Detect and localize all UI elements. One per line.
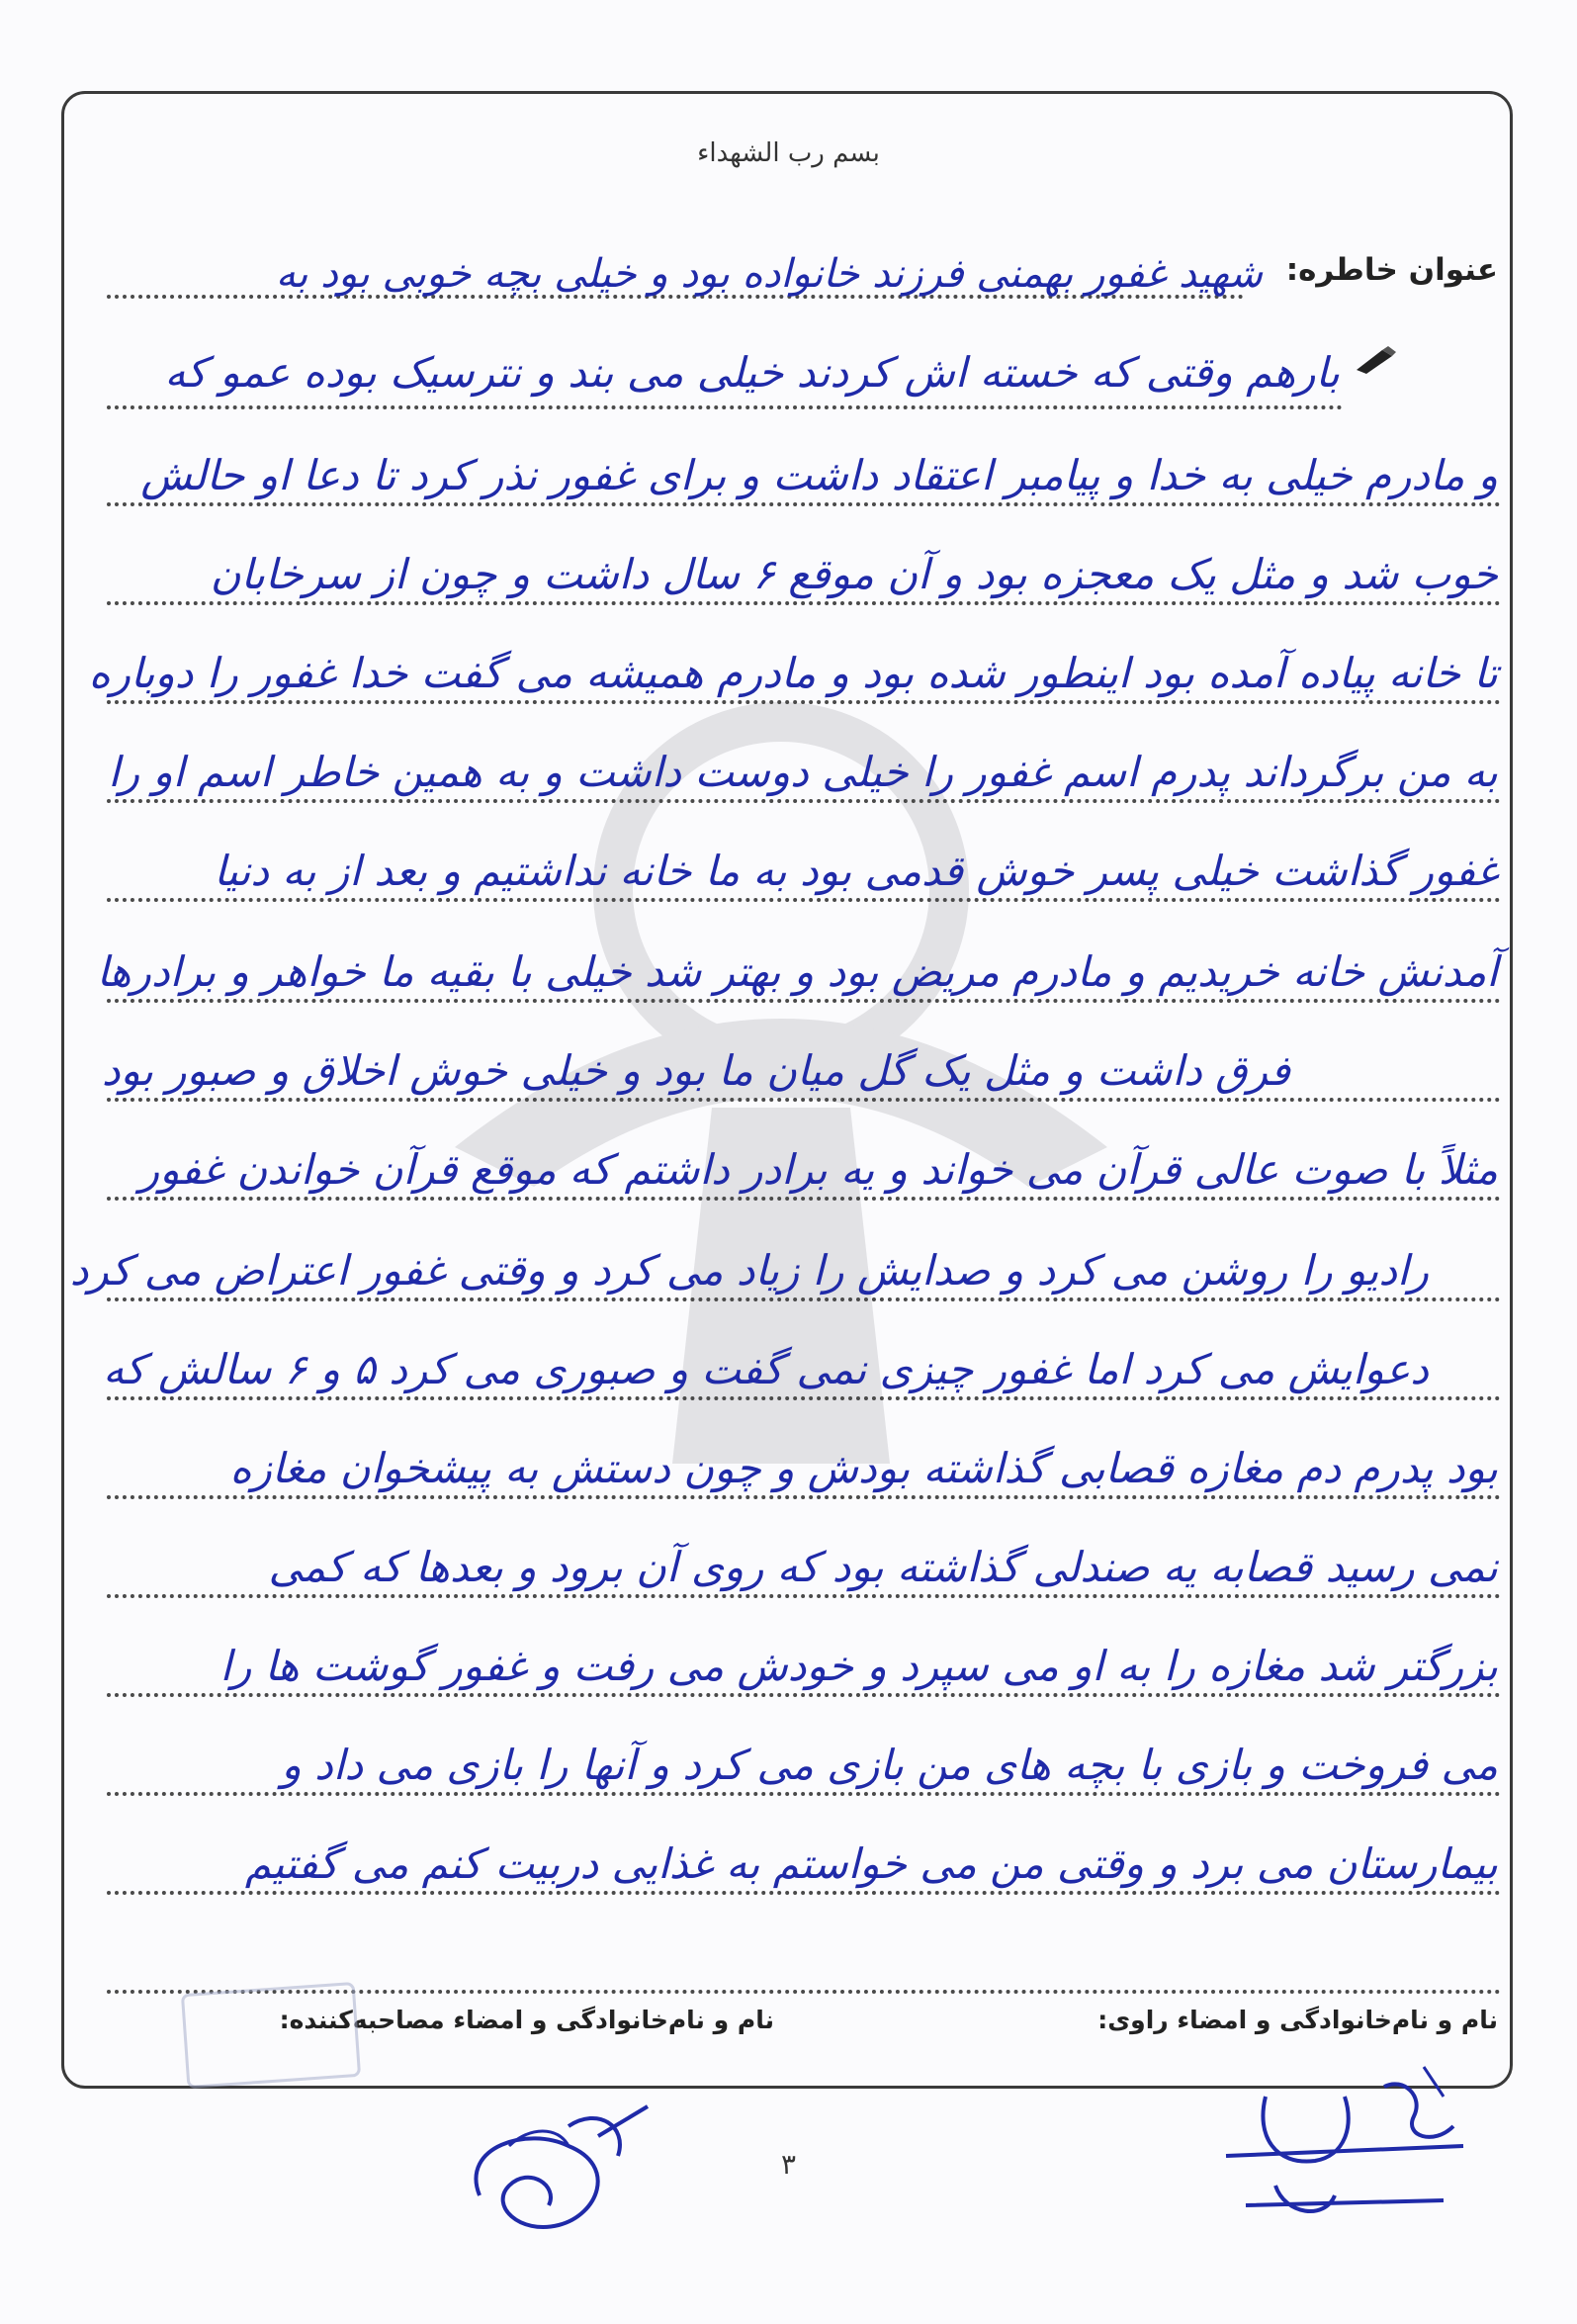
ruled-line	[107, 1495, 1501, 1499]
handwritten-line: بیمارستان می برد و وقتی من می خواستم به غذایی دربیت کنم می گفتیم	[244, 1839, 1498, 1888]
narrator-signature-label: نام و نام‌خانوادگی و امضاء راوی:	[1097, 2006, 1498, 2034]
ruled-line	[107, 700, 1501, 704]
ruled-line	[107, 502, 1501, 506]
faded-stamp	[181, 1982, 361, 2089]
handwritten-line: و مادرم خیلی به خدا و پیامبر اعتقاد داشت و برای غفور نذر کرد تا دعا او حالش	[140, 451, 1498, 499]
handwritten-line: نمی رسید قصابه یه صندلی گذاشته بود که روی آن برود و بعدها که کمی	[268, 1543, 1498, 1591]
handwritten-line: خوب شد و مثل یک معجزه بود و آن موقع ۶ سال داشت و چون از سرخابان	[210, 550, 1498, 598]
ruled-line	[107, 1594, 1501, 1598]
memo-title-label: عنوان خاطره:	[1285, 252, 1498, 288]
handwritten-line: بارهم وقتی که خسته اش کردند خیلی می بند و نترسیک بوده عمو که	[164, 348, 1340, 397]
ruled-line	[107, 1297, 1501, 1301]
ruled-line	[107, 1693, 1501, 1697]
handwritten-line: بزرگتر شد مغازه را به او می سپرد و خودش می رفت و غفور گوشت ها را	[219, 1642, 1498, 1690]
ruled-line	[107, 999, 1501, 1003]
interviewer-signature-label: نام و نام‌خانوادگی و امضاء مصاحبه‌کننده:	[279, 2006, 774, 2034]
ruled-line	[107, 405, 1343, 409]
ruled-line	[107, 799, 1501, 803]
left-signature	[450, 2087, 667, 2245]
handwritten-line: فرق داشت و مثل یک گل میان ما بود و خیلی خوش اخلاق و صبور بود	[101, 1046, 1290, 1095]
page-number: ۳	[780, 2148, 797, 2181]
handwritten-line: به من برگرداند پدرم اسم غفور را خیلی دوست داشت و به همین خاطر اسم او را	[108, 748, 1498, 796]
handwritten-line: بود پدرم دم مغازه قصابی گذاشته بودش و چون دستش به پیشخوان مغازه	[229, 1444, 1498, 1492]
ruled-line	[107, 1098, 1501, 1102]
handwritten-line: آمدنش خانه خریدیم و مادرم مریض بود و بهتر شد خیلی با بقیه ما خواهر و برادرها	[96, 947, 1498, 996]
ruled-line	[107, 601, 1501, 605]
ruled-line	[107, 1197, 1501, 1201]
handwritten-line: مثلاً با صوت عالی قرآن می خواند و یه برادر داشتم که موقع قرآن خواندن غفور	[138, 1145, 1498, 1194]
handwritten-line: غفور گذاشت خیلی پسر خوش قدمی بود به ما خانه نداشتیم و بعد از به دنیا	[214, 847, 1498, 895]
right-signature	[1206, 2057, 1503, 2235]
handwritten-line: دعوایش می کرد اما غفور چیزی نمی گفت و صبوری می کرد ۵ و ۶ سالش که	[103, 1345, 1429, 1393]
handwritten-line: شهید غفور بهمنی فرزند خانواده بود و خیلی بچه خوبی بود به	[275, 251, 1263, 297]
ruled-line	[107, 1891, 1501, 1895]
handwritten-line: می فروخت و بازی با بچه های من بازی می کرد و آنها را بازی می داد و	[281, 1741, 1498, 1789]
ruled-line	[107, 1396, 1501, 1400]
header-title: بسم رب الشهداء	[697, 138, 880, 168]
handwritten-line: رادیو را روشن می کرد و صدایش را زیاد می کرد و وقتی غفور اعتراض می کرد	[69, 1246, 1429, 1295]
handwritten-line: تا خانه پیاده آمده بود اینطور شده بود و مادرم همیشه می گفت خدا غفور را دوباره	[88, 649, 1498, 697]
ruled-line	[107, 898, 1501, 902]
ruled-line	[107, 1792, 1501, 1796]
